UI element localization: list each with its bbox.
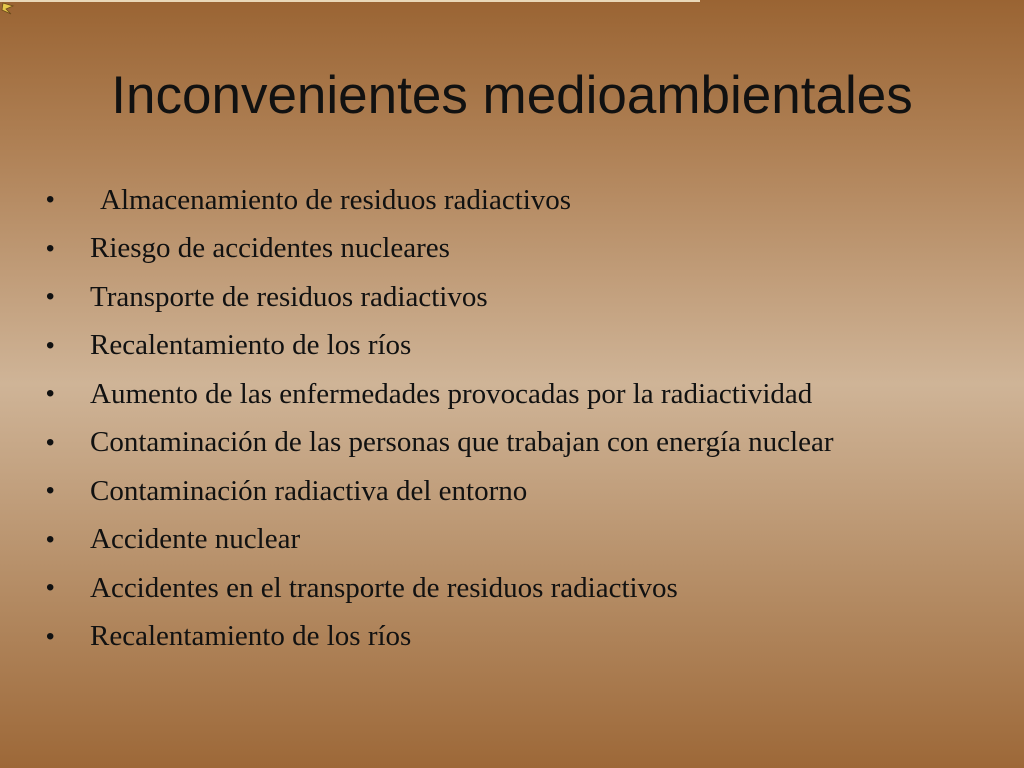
corner-star-icon <box>1 1 17 15</box>
list-item-text: Transporte de residuos radiactivos <box>90 280 488 313</box>
list-item <box>46 564 834 613</box>
list-item-text: Almacenamiento de residuos radiactivos <box>100 183 572 216</box>
bullet-icon: • <box>46 186 55 214</box>
slide-title: Inconvenientes medioambientales <box>111 66 913 125</box>
list-item <box>46 176 834 225</box>
bullet-icon: • <box>46 525 55 553</box>
list-item-text: Recalentamiento de los ríos <box>90 329 412 362</box>
list-item <box>46 273 834 322</box>
list-item-text: Contaminación de las personas que trabajan con energía nuclear <box>90 426 834 459</box>
list-item-text: Riesgo de accidentes nucleares <box>90 232 450 265</box>
list-item-text: Contaminación radiactiva del entorno <box>90 474 528 507</box>
top-border-line <box>0 0 700 2</box>
list-item-text: Accidentes en el transporte de residuos radiactivos <box>90 571 678 604</box>
bullet-icon: • <box>46 622 55 650</box>
list-item-text: Recalentamiento de los ríos <box>90 620 412 653</box>
list-item-text: Aumento de las enfermedades provocadas por la radiactividad <box>90 377 813 410</box>
bullet-icon: • <box>46 574 55 602</box>
bullet-icon: • <box>46 234 55 262</box>
bullet-icon: • <box>46 428 55 456</box>
list-item <box>46 467 834 516</box>
bullet-icon: • <box>46 380 55 408</box>
list-item <box>46 516 834 565</box>
bullet-list <box>46 176 834 661</box>
list-item <box>46 370 834 419</box>
bullet-icon: • <box>46 477 55 505</box>
list-item-text: Accidente nuclear <box>90 523 301 556</box>
list-item <box>46 419 834 468</box>
bullet-icon: • <box>46 331 55 359</box>
bullet-icon: • <box>46 283 55 311</box>
list-item <box>46 225 834 274</box>
list-item <box>46 613 834 662</box>
list-item <box>46 322 834 371</box>
